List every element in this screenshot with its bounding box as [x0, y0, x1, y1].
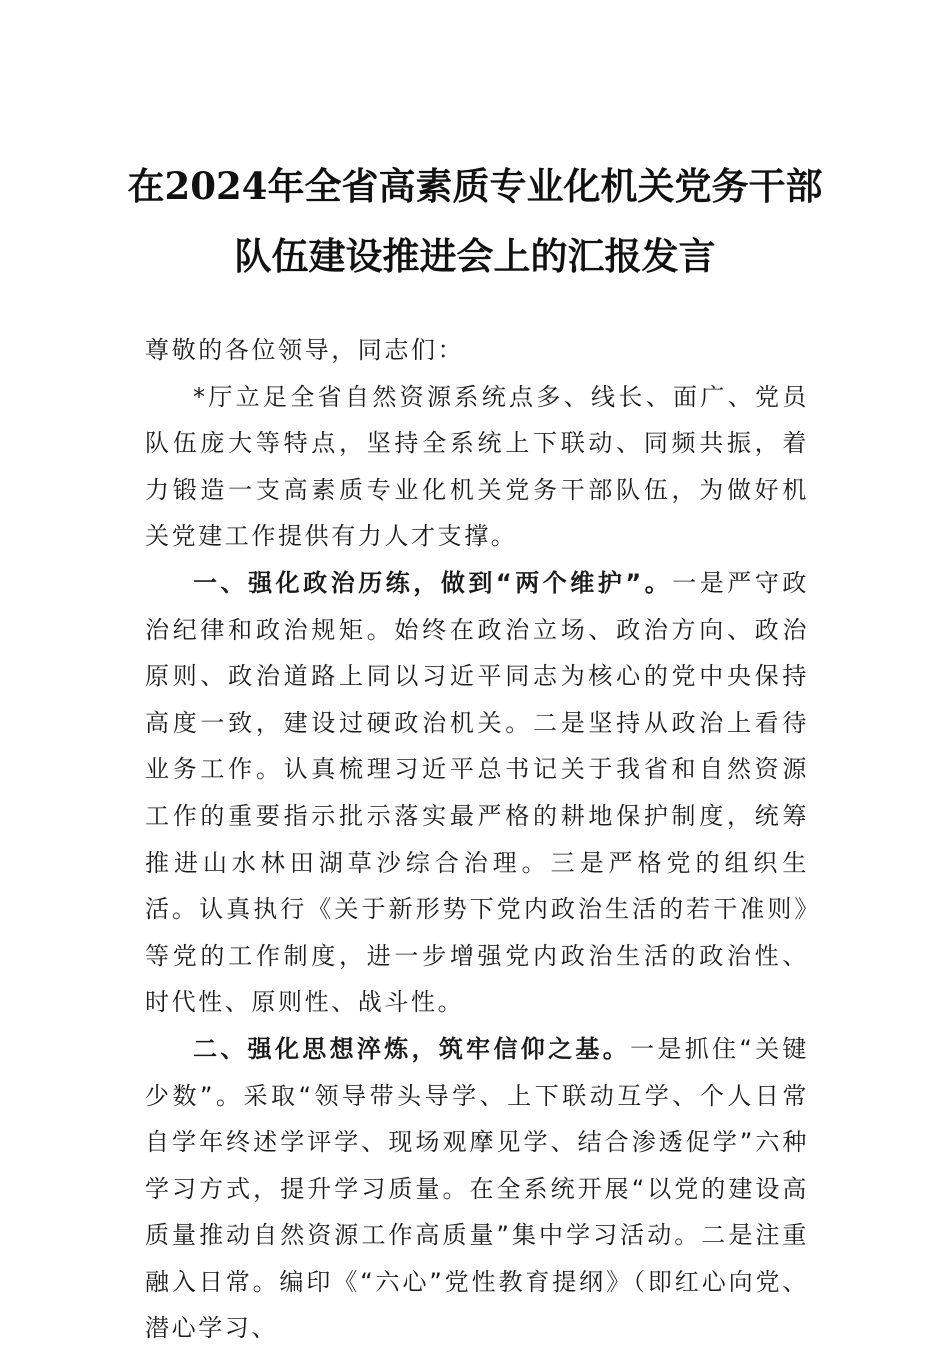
document-title-line-1: 在2024年全省高素质专业化机关党务干部 — [127, 164, 823, 208]
section-paragraph-1 — [145, 560, 809, 1026]
intro-paragraph: *厅立足全省自然资源系统点多、线长、面广、党员队伍庞大等特点，坚持全系统上下联动、同频共振，着力锻造一支高素质专业化机关党务干部队伍，为做好机关党建工作提供有力人才支撑。 — [145, 382, 809, 551]
section-heading-1: 一、强化政治历练，做到“两个维护”。 — [193, 568, 673, 597]
document-body — [145, 327, 809, 1352]
salutation: 尊敬的各位领导，同志们： — [145, 336, 465, 364]
section-paragraph-2 — [145, 1026, 809, 1352]
document-title-line-2: 队伍建设推进会上的汇报发言 — [234, 234, 716, 278]
section-heading-2: 二、强化思想淬炼，筑牢信仰之基。 — [193, 1034, 631, 1063]
section-text-1: 一是严守政治纪律和政治规矩。始终在政治立场、政治方向、政治原则、政治道路上同以习近平同志为核心的党中央保持高度一致，建设过硬政治机关。二是坚持从政治上看待业务工作。认真梳理习近平总书记关于我省和自然资源工作的重要指示批示落实最严格的耕地保护制度，统筹推进山水林田湖草沙综合治理。三是严格党的组织生活。认真执行《关于新形势下党内政治生活的若干准则》等党的工作制度，进一步增强党内政治生活的政治性、时代性、原则性、战斗性。 — [145, 568, 809, 1017]
section-text-2: 一是抓住“关键少数”。采取“领导带头导学、上下联动互学、个人日常自学年终述学评学、现场观摩见学、结合渗透促学”六种学习方式，提升学习质量。在全系统开展“以党的建设高质量推动自然资源工作高质量”集中学习活动。二是注重融入日常。编印《“六心”党性教育提纲》（即红心向党、潜心学习、 — [145, 1034, 809, 1343]
